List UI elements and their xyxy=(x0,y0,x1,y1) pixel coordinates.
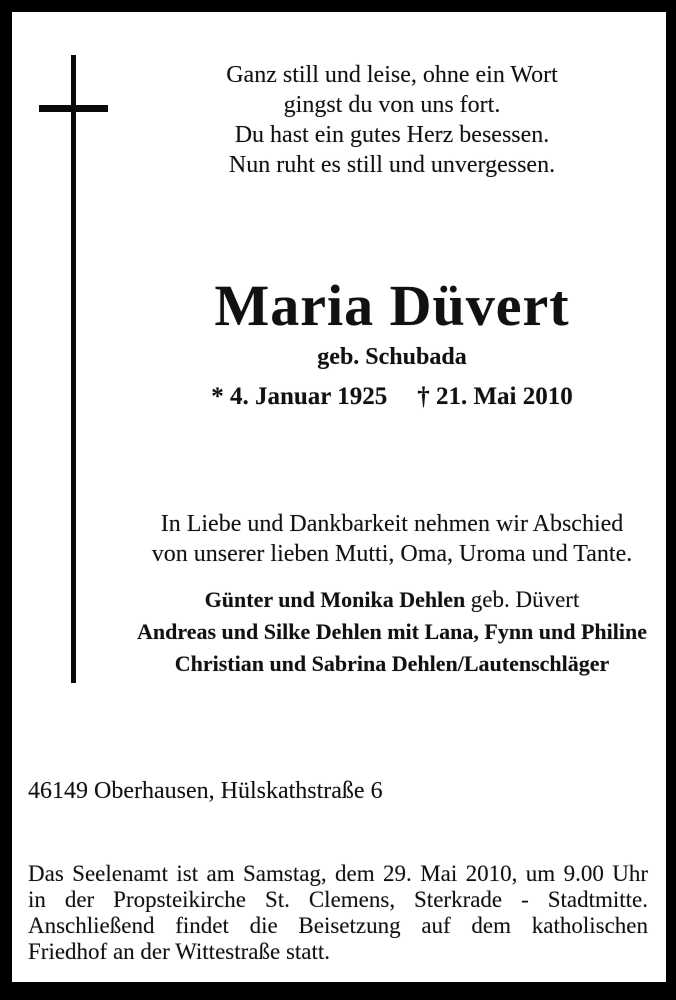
opening-verse xyxy=(118,60,666,180)
farewell-line: von unserer lieben Mutti, Oma, Uroma und Tante. xyxy=(151,541,633,567)
address-line: 46149 Oberhausen, Hülskathstraße 6 xyxy=(28,778,383,804)
mourner-names: Günter und Monika Dehlen xyxy=(204,587,466,612)
farewell-line: In Liebe und Dankbarkeit nehmen wir Abschied xyxy=(160,511,624,537)
verse-line: gingst du von uns fort. xyxy=(283,92,501,118)
deceased-name: Maria Düvert xyxy=(214,273,570,338)
mourner-line xyxy=(118,584,666,616)
maiden-name: geb. Schubada xyxy=(317,344,467,370)
service-line: in der Propsteikirche St. Clemens, Sterkrade - Stadtmitte. xyxy=(28,887,648,912)
mourner-line: Christian und Sabrina Dehlen/Lautenschläger xyxy=(174,651,610,676)
death-date: † 21. Mai 2010 xyxy=(417,383,573,410)
service-line: Das Seelenamt ist am Samstag, dem 29. Mai 2010, um 9.00 Uhr xyxy=(28,861,648,886)
service-announcement xyxy=(28,861,648,965)
life-dates xyxy=(118,383,666,410)
cross-horizontal-bar xyxy=(39,105,108,112)
farewell-text xyxy=(118,509,666,569)
cross-vertical-bar xyxy=(71,55,76,683)
birth-date: * 4. Januar 1925 xyxy=(211,383,388,410)
mourners-list xyxy=(118,584,666,680)
mourner-line: Andreas und Silke Dehlen mit Lana, Fynn und Philine xyxy=(136,619,648,644)
verse-line: Nun ruht es still und unvergessen. xyxy=(228,152,556,178)
service-line: Friedhof an der Wittestraße statt. xyxy=(28,939,331,964)
service-line: Anschließend findet die Beisetzung auf dem katholischen xyxy=(28,913,648,938)
mourner-maiden-name: geb. Düvert xyxy=(470,587,580,612)
verse-line: Du hast ein gutes Herz besessen. xyxy=(234,122,550,148)
verse-line: Ganz still und leise, ohne ein Wort xyxy=(226,62,558,88)
